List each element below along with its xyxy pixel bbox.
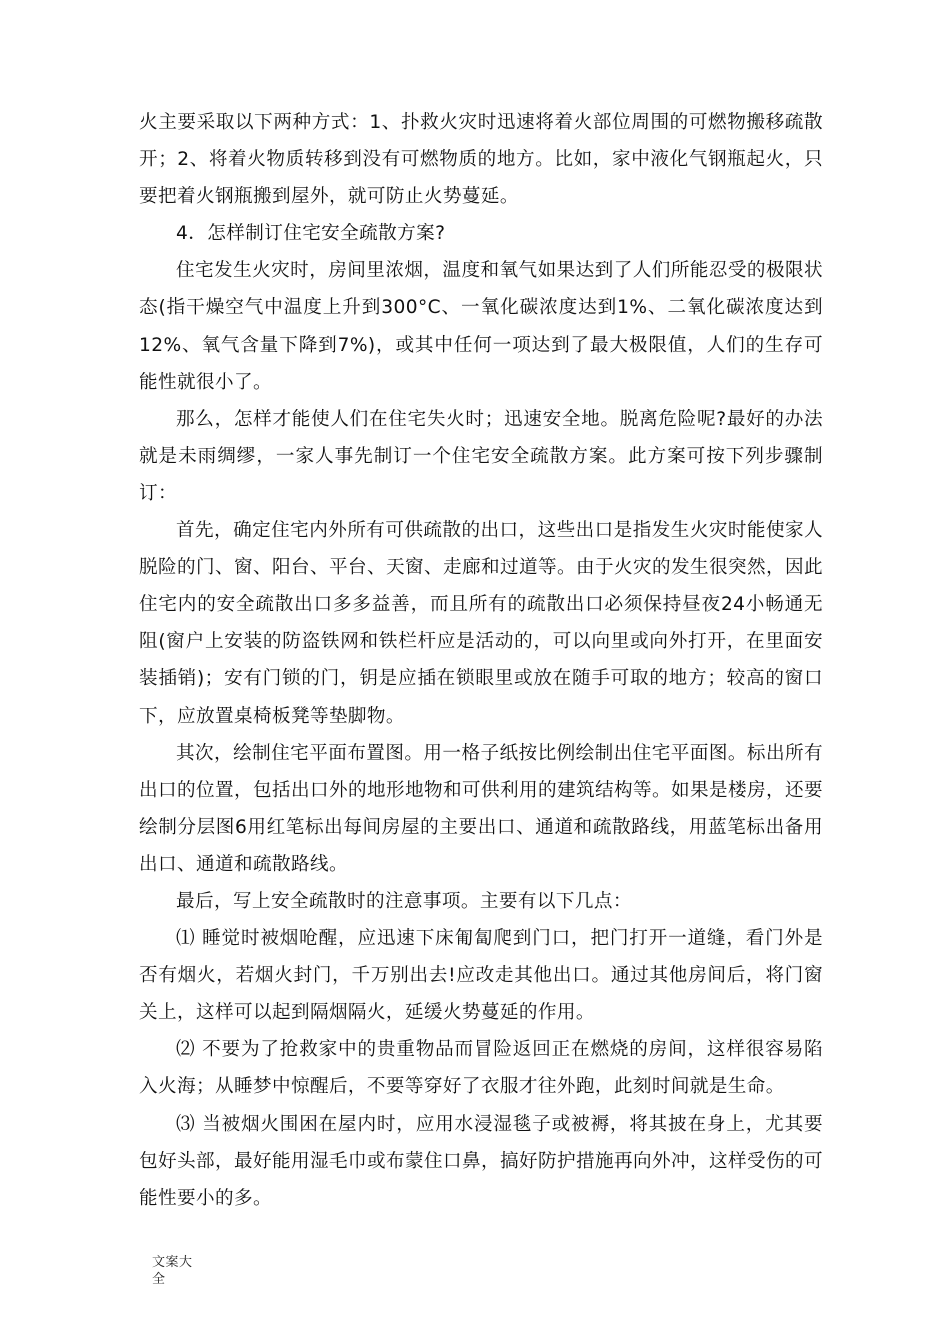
document-body	[139, 104, 823, 1217]
paragraph-note-2: ⑵ 不要为了抢救家中的贵重物品而冒险返回正在燃烧的房间，这样很容易陷入火海；从睡梦中惊醒后，不要等穿好了衣服才往外跑，此刻时间就是生命。	[139, 1039, 823, 1098]
paragraph-survival-conditions: 住宅发生火灾时，房间里浓烟，温度和氧气如果达到了人们所能忍受的极限状态(指干燥空气中温度上升到300°C、一氧化碳浓度达到1%、二氧化碳浓度达到12%、氧气含量下降到7%)，或其中任何一项达到了最大极限值，人们的生存可能性就很小了。	[139, 260, 823, 393]
paragraph-step-first: 首先，确定住宅内外所有可供疏散的出口，这些出口是指发生火灾时能使家人脱险的门、窗、阳台、平台、天窗、走廊和过道等。由于火灾的发生很突然，因此住宅内的安全疏散出口多多益善，而且所有的疏散出口必须保持昼夜24小畅通无阻(窗户上安装的防盗铁网和铁栏杆应是活动的，可以向里或向外打开，在里面安装插销)；安有门锁的门，钥是应插在锁眼里或放在随手可取的地方；较高的窗口下，应放置桌椅板凳等垫脚物。	[139, 520, 823, 727]
paragraph-step-last: 最后，写上安全疏散时的注意事项。主要有以下几点：	[176, 890, 632, 912]
paragraph-note-3: ⑶ 当被烟火围困在屋内时，应用水浸湿毯子或被褥，将其披在身上，尤其要包好头部，最好能用湿毛巾或布蒙住口鼻，搞好防护措施再向外冲，这样受伤的可能性要小的多。	[139, 1113, 823, 1209]
page-footer: 文案大全	[152, 1255, 193, 1287]
paragraph-fire-methods: 火主要采取以下两种方式：1、扑救火灾时迅速将着火部位周围的可燃物搬移疏散开；2、将着火物质转移到没有可燃物质的地方。比如，家中液化气钢瓶起火，只要把着火钢瓶搬到屋外，就可防止火势蔓延。	[139, 112, 823, 208]
paragraph-step-second: 其次，绘制住宅平面布置图。用一格子纸按比例绘制出住宅平面图。标出所有出口的位置，包括出口外的地形地物和可供利用的建筑结构等。如果是楼房，还要绘制分层图6用红笔标出每间房屋的主要出口、通道和疏散路线，用蓝笔标出备用出口、通道和疏散路线。	[139, 742, 823, 875]
paragraph-plan-intro: 那么，怎样才能使人们在住宅失火时；迅速安全地。脱离危险呢?最好的办法就是未雨绸缪，一家人事先制订一个住宅安全疏散方案。此方案可按下列步骤制订：	[139, 408, 823, 504]
paragraph-note-1: ⑴ 睡觉时被烟呛醒，应迅速下床匍匐爬到门口，把门打开一道缝，看门外是否有烟火，若烟火封门，千万别出去!应改走其他出口。通过其他房间后，将门窗关上，这样可以起到隔烟隔火，延缓火势蔓延的作用。	[139, 928, 823, 1024]
paragraph-heading-evacuation-plan: 4．怎样制订住宅安全疏散方案?	[176, 223, 446, 245]
